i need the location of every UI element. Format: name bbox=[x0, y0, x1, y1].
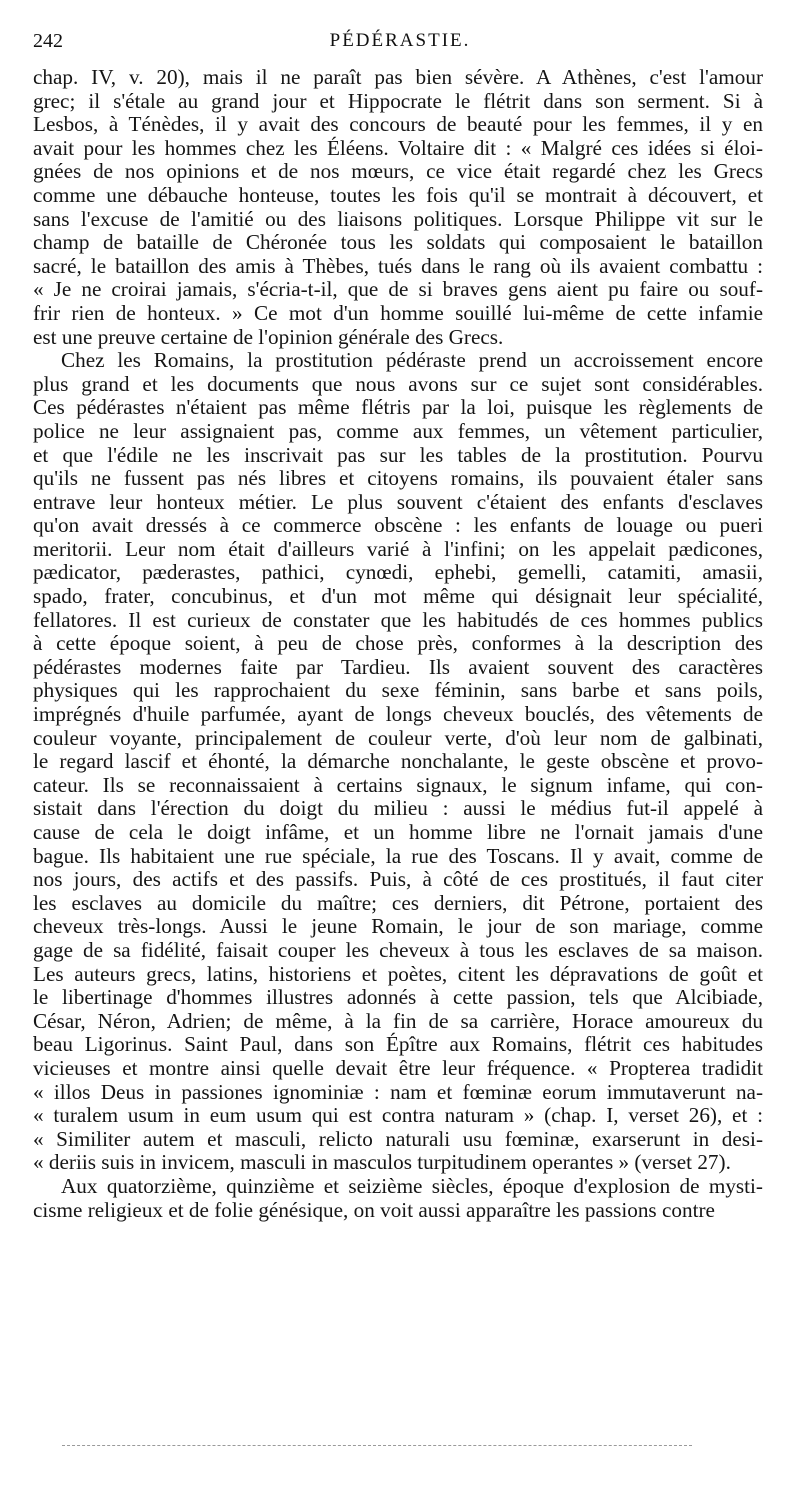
text-line: « Similiter autem et masculi, relicto naturali usu fœminæ, exarserunt in desi- bbox=[33, 1126, 763, 1151]
text-line: cateur. Ils se reconnaissaient à certains signaux, le signum infame, qui con- bbox=[33, 772, 763, 797]
text-line: sistait dans l'érection du doigt du milieu : aussi le médius fut-il appelé à bbox=[33, 796, 763, 821]
paragraph bbox=[33, 1175, 763, 1222]
text-line: cheveux très-longs. Aussi le jeune Romain, le jour de son mariage, comme bbox=[33, 914, 763, 939]
text-line: comme une débauche honteuse, toutes les fois qu'il se montrait à découvert, et bbox=[33, 182, 763, 207]
text-line: à cette époque soient, à peu de chose près, conformes à la description des bbox=[33, 631, 763, 656]
page-number: 242 bbox=[33, 30, 63, 52]
text-line: nos jours, des actifs et des passifs. Puis, à côté de ces prostitués, il faut citer bbox=[33, 867, 763, 892]
text-line: avait pour les hommes chez les Éléens. Voltaire dit : « Malgré ces idées si éloi- bbox=[33, 135, 763, 160]
text-line: qu'ils ne fussent pas nés libres et citoyens romains, ils pouvaient étaler sans bbox=[33, 466, 763, 491]
text-line: physiques qui les rapprochaient du sexe féminin, sans barbe et sans poils, bbox=[33, 678, 763, 703]
text-line: est une preuve certaine de l'opinion générale des Grecs. bbox=[33, 324, 504, 349]
text-line: chap. IV, v. 20), mais il ne paraît pas bien sévère. A Athènes, c'est l'amour bbox=[33, 65, 763, 89]
text-line: pédérastes modernes faite par Tardieu. Ils avaient souvent des caractères bbox=[33, 654, 763, 679]
paragraph bbox=[33, 66, 763, 349]
text-line: sans l'excuse de l'amitié ou des liaisons politiques. Lorsque Philippe vit sur le bbox=[33, 206, 763, 231]
text-line: Aux quatorzième, quinzième et seizième siècles, époque d'explosion de mysti- bbox=[61, 1173, 763, 1198]
text-line: spado, frater, concubinus, et d'un mot même qui désignait leur spécialité, bbox=[33, 584, 763, 609]
text-line: beau Ligorinus. Saint Paul, dans son Épître aux Romains, flétrit ces habitudes bbox=[33, 1032, 763, 1057]
text-line: « illos Deus in passiones ignominiæ : nam et fœminæ eorum immutaverunt na- bbox=[33, 1079, 763, 1104]
text-line: grec; il s'étale au grand jour et Hippocrate le flétrit dans son serment. Si à bbox=[33, 88, 763, 113]
text-line: imprégnés d'huile parfumée, ayant de longs cheveux bouclés, des vêtements de bbox=[33, 702, 763, 727]
text-line: frir rien de honteux. » Ce mot d'un homme souillé lui-même de cette infamie bbox=[33, 300, 763, 325]
text-line: plus grand et les documents que nous avons sur ce sujet sont considérables. bbox=[33, 371, 763, 396]
text-line: Chez les Romains, la prostitution pédéraste prend un accroissement encore bbox=[61, 348, 763, 373]
body-text bbox=[33, 66, 763, 1222]
text-line: entrave leur honteux métier. Le plus souvent c'étaient des enfants d'esclaves bbox=[33, 489, 763, 514]
footer-rule bbox=[62, 1445, 692, 1446]
text-line: le libertinage d'hommes illustres adonnés à cette passion, tels que Alcibiade, bbox=[33, 985, 763, 1010]
text-line: gage de sa fidélité, faisait couper les cheveux à tous les esclaves de sa maison. bbox=[33, 937, 763, 962]
text-line: le regard lascif et éhonté, la démarche nonchalante, le geste obscène et provo- bbox=[33, 749, 763, 774]
text-line: fellatores. Il est curieux de constater que les habitudés de ces hommes publics bbox=[33, 607, 763, 632]
text-line: cisme religieux et de folie génésique, on voit aussi apparaître les passions contre bbox=[33, 1197, 715, 1222]
page-header bbox=[0, 30, 800, 58]
text-line: pædicator, pæderastes, pathici, cynœdi, ephebi, gemelli, catamiti, amasii, bbox=[33, 560, 763, 585]
paragraph bbox=[33, 349, 763, 1175]
text-line: et que l'édile ne les inscrivait pas sur les tables de la prostitution. Pourvu bbox=[33, 442, 763, 467]
text-line: gnées de nos opinions et de nos mœurs, ce vice était regardé chez les Grecs bbox=[33, 159, 763, 184]
text-line: cause de cela le doigt infâme, et un homme libre ne l'ornait jamais d'une bbox=[33, 820, 763, 844]
text-line: champ de bataille de Chéronée tous les soldats qui composaient le bataillon bbox=[33, 230, 763, 255]
text-line: sacré, le bataillon des amis à Thèbes, tués dans le rang où ils avaient combattu : bbox=[33, 253, 763, 278]
text-line: couleur voyante, principalement de couleur verte, d'où leur nom de galbinati, bbox=[33, 725, 763, 750]
text-line: César, Néron, Adrien; de même, à la fin de sa carrière, Horace amoureux du bbox=[33, 1008, 763, 1033]
text-line: Ces pédérastes n'étaient pas même flétris par la loi, puisque les règlements de bbox=[33, 395, 763, 420]
text-line: vicieuses et montre ainsi quelle devait être leur fréquence. « Propterea tradidit bbox=[33, 1055, 763, 1080]
text-line: « deriis suis in invicem, masculi in masculos turpitudinem operantes » (verset 27). bbox=[33, 1150, 731, 1175]
text-line: « Je ne croirai jamais, s'écria-t-il, que de si braves gens aient pu faire ou souf- bbox=[33, 277, 763, 302]
text-line: bague. Ils habitaient une rue spéciale, la rue des Toscans. Il y avait, comme de bbox=[33, 843, 763, 868]
text-line: les esclaves au domicile du maître; ces derniers, dit Pétrone, portaient des bbox=[33, 890, 763, 915]
text-line: meritorii. Leur nom était d'ailleurs varié à l'infini; on les appelait pædicones, bbox=[33, 536, 763, 561]
text-line: Lesbos, à Ténèdes, il y avait des concours de beauté pour les femmes, il y en bbox=[33, 112, 763, 137]
text-line: Les auteurs grecs, latins, historiens et poètes, citent les dépravations de goût et bbox=[33, 961, 763, 986]
text-line: qu'on avait dressés à ce commerce obscène : les enfants de louage ou pueri bbox=[33, 513, 763, 538]
running-title: PÉDÉRASTIE. bbox=[329, 30, 471, 51]
text-line: police ne leur assignaient pas, comme aux femmes, un vêtement particulier, bbox=[33, 418, 763, 443]
text-line: « turalem usum in eum usum qui est contra naturam » (chap. I, verset 26), et : bbox=[33, 1103, 763, 1128]
